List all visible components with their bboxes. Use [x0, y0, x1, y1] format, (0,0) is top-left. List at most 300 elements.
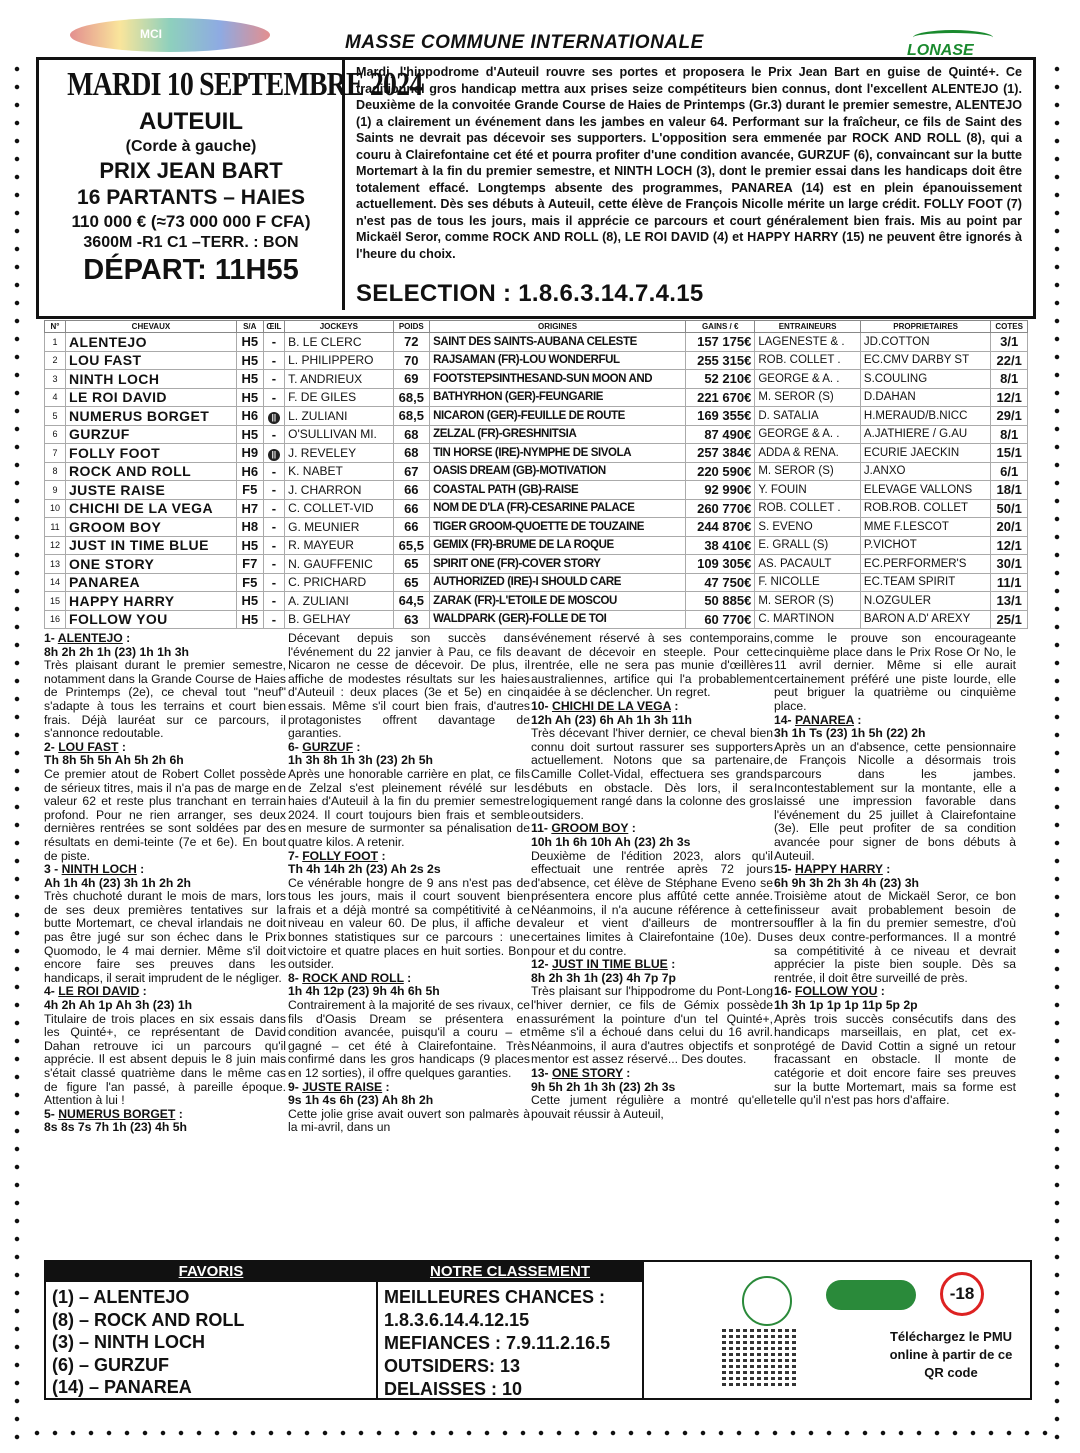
cell-entraineur: GEORGE & A. .	[755, 425, 861, 444]
cell-cheval: LE ROI DAVID	[66, 388, 237, 407]
divider	[642, 1262, 644, 1398]
horse-commentary	[774, 632, 1016, 714]
cell-poids: 69	[393, 370, 430, 389]
musique: 8h 2h 2h 1h (23) 1h 1h 3h	[44, 644, 189, 659]
cell-gains: 220 590€	[686, 462, 755, 481]
classement	[384, 1286, 610, 1401]
cell-n: 15	[45, 592, 66, 611]
musique: 1h 4h 12p (23) 9h 4h 6h 5h	[288, 984, 440, 999]
cell-cheval: GURZUF	[66, 425, 237, 444]
horse-commentary	[774, 714, 1016, 864]
runner-row	[45, 388, 1028, 407]
column-header: PROPRIETAIRES	[860, 321, 990, 333]
cell-sa: F7	[236, 555, 263, 574]
cell-origines: WALDPARK (GER)-FOLLE DE TOI	[430, 610, 686, 629]
cell-poids: 63	[393, 610, 430, 629]
cell-gains: 50 885€	[686, 592, 755, 611]
cell-poids: 66	[393, 499, 430, 518]
commentary-title: 1- ALENTEJO :	[44, 631, 131, 645]
commentary-column-2	[288, 632, 530, 1135]
cell-origines: BATHYRHON (GER)-FEUNGARIE	[430, 388, 686, 407]
runner-row	[45, 518, 1028, 537]
cell-poids: 66	[393, 518, 430, 537]
cell-origines: NICARON (GER)-FEUILLE DE ROUTE	[430, 407, 686, 426]
cell-poids: 65	[393, 555, 430, 574]
cell-origines: GEMIX (FR)-BRUME DE LA ROQUE	[430, 536, 686, 555]
commentary-title: 8- ROCK AND ROLL :	[288, 970, 412, 985]
cell-cheval: HAPPY HARRY	[66, 592, 237, 611]
musique: 8s 8s 7s 7h 1h (23) 4h 5h	[44, 1120, 187, 1135]
commentary-text: Ce premier atout de Robert Collet possède de sérieux titres, mais il n'a pas de marge en valeur 62 et reste plus tranchant en terrain profond. Pour ne rien arranger, ses deux dernières rentrées se sont soldées par des résultats en demi-teinte (7e et 6e). En bout de piste.	[44, 766, 286, 863]
cell-origines: OASIS DREAM (GB)-MOTIVATION	[430, 462, 686, 481]
cell-oeil: -	[263, 481, 285, 500]
horse-commentary	[288, 741, 530, 850]
cell-n: 4	[45, 388, 66, 407]
commentary-title: 14- PANAREA :	[774, 712, 862, 727]
classement-header: NOTRE CLASSEMENT	[378, 1262, 642, 1282]
cell-entraineur: LAGENESTE & .	[755, 333, 861, 352]
cell-entraineur: M. SEROR (S)	[755, 462, 861, 481]
corde: (Corde à gauche)	[125, 138, 257, 155]
cell-origines: NOM DE D'LA (FR)-CESARINE PALACE	[430, 499, 686, 518]
cell-gains: 52 210€	[686, 370, 755, 389]
runner-row	[45, 481, 1028, 500]
cell-cote: 13/1	[991, 592, 1028, 611]
cell-origines: ZARAK (FR)-L'ETOILE DE MOSCOU	[430, 592, 686, 611]
cell-jockey: R. MAYEUR	[285, 536, 393, 555]
cell-cote: 29/1	[991, 407, 1028, 426]
cell-proprietaire: EC.CMV DARBY ST	[860, 351, 990, 370]
musique: 8h 2h 3h 1h (23) 4h 7p 7p	[531, 970, 676, 985]
musique: 3h 1h Ts (23) 1h 5h (22) 2h	[774, 726, 926, 741]
chances-label: MEILLEURES CHANCES :	[384, 1287, 606, 1307]
cell-oeil: -	[263, 388, 285, 407]
cell-sa: H5	[236, 610, 263, 629]
cell-cote: 3/1	[991, 333, 1028, 352]
column-header: GAINS / €	[686, 321, 755, 333]
cell-origines: SAINT DES SAINTS-AUBANA CELESTE	[430, 333, 686, 352]
cell-origines: SPIRIT ONE (FR)-COVER STORY	[430, 555, 686, 574]
cell-entraineur: M. SEROR (S)	[755, 592, 861, 611]
runner-row	[45, 425, 1028, 444]
runner-row	[45, 555, 1028, 574]
cell-oeil: -	[263, 425, 285, 444]
musique: 12h Ah (23) 6h Ah 1h 3h 11h	[531, 712, 692, 727]
cell-cote: 12/1	[991, 388, 1028, 407]
pmu-download-text: Téléchargez le PMU online à partir de ce QR code	[889, 1329, 1013, 1380]
cell-cheval: GROOM BOY	[66, 518, 237, 537]
commentary-title: 11- GROOM BOY :	[531, 821, 636, 836]
commentary-title: 4- LE ROI DAVID :	[44, 984, 147, 999]
cell-cheval: JUSTE RAISE	[66, 481, 237, 500]
cell-proprietaire: P.VICHOT	[860, 536, 990, 555]
cell-origines: TIGER GROOM-QUOETTE DE TOUZAINE	[430, 518, 686, 537]
horse-commentary	[44, 985, 286, 1107]
cell-oeil: -	[263, 333, 285, 352]
delaisses: DELAISSES : 10	[384, 1379, 523, 1399]
cell-oeil: -	[263, 499, 285, 518]
blinkers-icon: ||	[268, 412, 280, 424]
commentary-text: comme le prouve son encourageante cinquième place dans le Prix Rose Or No, le 11 avril dernier. Même si elle aurait certainement préféré une piste lourde, elle peut briguer la quatrième ou cinquième place.	[774, 631, 1016, 713]
horse-commentary	[531, 958, 773, 1067]
cell-jockey: A. ZULIANI	[285, 592, 393, 611]
commentary-text: Après une honorable carrière en plat, ce fils de Zelzal s'est pleinement révélé sur les haies d'Auteuil à la fin du premier semestre 2024. Il court toujours bien frais et semble en mesure de surmonter sa pénalisation de quatre kilos. A retenir.	[288, 766, 530, 849]
cell-oeil: -	[263, 351, 285, 370]
race-info-panel	[40, 60, 423, 310]
commentary-title: 10- CHICHI DE LA VEGA :	[531, 698, 679, 713]
cell-poids: 67	[393, 462, 430, 481]
column-header: N°	[45, 321, 66, 333]
cell-n: 2	[45, 351, 66, 370]
runner-row	[45, 592, 1028, 611]
age-restriction-icon: -18	[932, 1272, 992, 1322]
cell-entraineur: D. SATALIA	[755, 407, 861, 426]
musique: 10h 1h 6h 10h Ah (23) 2h 3s	[531, 834, 691, 849]
right-dot-border	[1054, 60, 1060, 1440]
cell-jockey: L. PHILIPPERO	[285, 351, 393, 370]
cell-entraineur: ROB. COLLET .	[755, 351, 861, 370]
horse-commentary	[288, 1081, 530, 1135]
cell-cote: 30/1	[991, 555, 1028, 574]
cell-proprietaire: BARON A.D' AREXY	[860, 610, 990, 629]
favori-item: (1) – ALENTEJO	[52, 1287, 190, 1307]
bottom-dot-border	[28, 1430, 1052, 1436]
cell-n: 12	[45, 536, 66, 555]
commentary-column-4	[774, 632, 1016, 1108]
musique: Ah 1h 4h (23) 3h 1h 2h 2h	[44, 875, 191, 890]
cell-jockey: K. NABET	[285, 462, 393, 481]
cell-proprietaire: JD.COTTON	[860, 333, 990, 352]
cell-proprietaire: D.DAHAN	[860, 388, 990, 407]
cell-jockey: B. GELHAY	[285, 610, 393, 629]
cell-poids: 65	[393, 573, 430, 592]
left-dot-border	[14, 60, 20, 1440]
cell-cheval: FOLLY FOOT	[66, 444, 237, 463]
favori-item: (14) – PANAREA	[52, 1377, 192, 1397]
responsible-gaming-icon	[826, 1280, 916, 1310]
cell-oeil: -	[263, 610, 285, 629]
musique: 6h 9h 3h 2h 3h 4h (23) 3h	[774, 875, 919, 890]
runner-row	[45, 370, 1028, 389]
favori-item: (8) – ROCK AND ROLL	[52, 1309, 245, 1330]
cell-proprietaire: MME F.LESCOT	[860, 518, 990, 537]
cell-jockey: B. LE CLERC	[285, 333, 393, 352]
cell-poids: 68	[393, 425, 430, 444]
mci-logo: MCI	[70, 18, 270, 52]
cell-sa: H9	[236, 444, 263, 463]
commentary-text: Troisième atout de Mickaël Seror, ce bon finisseur avait probablement besoin de souffler à la fin du premier semestre, d'où ses deux contre-performances. Il a montré sa compétitivité à ce niveau et devrait apprécier la piste bien souple. Dès sa rentrée, il doit être surveillé de près.	[774, 889, 1016, 985]
commentary-title: 6- GURZUF :	[288, 739, 361, 754]
cell-sa: H8	[236, 518, 263, 537]
favori-item: (3) – NINTH LOCH	[52, 1332, 205, 1352]
column-header: ŒIL	[263, 321, 285, 333]
cell-proprietaire: A.JATHIERE / G.AU	[860, 425, 990, 444]
cell-proprietaire: EC.PERFORMER'S	[860, 555, 990, 574]
lonase-seal-icon	[742, 1276, 792, 1326]
prix-name: PRIX JEAN BART	[99, 158, 283, 183]
cell-proprietaire: ROB.ROB. COLLET	[860, 499, 990, 518]
cell-sa: F5	[236, 573, 263, 592]
commentary-text: Très plaisant sur l'hippodrome du Pont-Long l'hiver dernier, ce fils de Gémix possède assurément la pointure d'un tel Quinté+, même s'il a échoué dans celui du 16 avril. Néanmoins, il aura d'autres objectifs et son mentor est assez réservé... Des doutes.	[531, 984, 773, 1067]
commentary-column-1	[44, 632, 286, 1135]
cell-n: 11	[45, 518, 66, 537]
cell-oeil: -	[263, 370, 285, 389]
horse-commentary	[288, 972, 530, 1081]
cell-proprietaire: ECURIE JAECKIN	[860, 444, 990, 463]
musique: 1h 3h 8h 1h 3h (23) 2h 5h	[288, 753, 433, 768]
cell-cheval: LOU FAST	[66, 351, 237, 370]
cell-jockey: C. COLLET-VID	[285, 499, 393, 518]
commentary-title: 7- FOLLY FOOT :	[288, 848, 386, 863]
cell-sa: H5	[236, 351, 263, 370]
cell-sa: H5	[236, 536, 263, 555]
partants: 16 PARTANTS – HAIES	[77, 186, 305, 209]
cell-cote: 25/1	[991, 610, 1028, 629]
runner-row	[45, 573, 1028, 592]
cell-oeil: -	[263, 518, 285, 537]
commentary-text: Très décevant l'hiver dernier, ce cheval bien connu doit surtout rassurer ses supporters actuellement. Notons que sa partenaire, Camille Collet-Vidal, effectuera ses grands débuts en obstacle. Dès lors, il sera logiquement rangé dans la colonne des gros outsiders.	[531, 726, 773, 822]
cell-entraineur: C. MARTINON	[755, 610, 861, 629]
commentary-text: Contrairement à la majorité de ses rivaux, ce fils d'Oasis Dream se présentera en condition avancée, puisqu'il a couru – et gagné – cet été à Clairefontaine. Très confirmé dans les gros handicaps (9 places en 12 sorties), il offre quelques garanties.	[288, 998, 530, 1080]
musique: 1h 3h 1p 1p 1p 11p 5p 2p	[774, 998, 918, 1013]
commentary-text: Cette jument régulière a montré qu'elle pouvait réussir à Auteuil,	[531, 1093, 773, 1121]
cell-oeil: -	[263, 592, 285, 611]
cell-oeil	[263, 407, 285, 426]
column-header: ORIGINES	[430, 321, 686, 333]
cell-oeil: -	[263, 462, 285, 481]
runner-row	[45, 333, 1028, 352]
musique: Th 8h 5h 5h Ah 5h 2h 6h	[44, 753, 184, 768]
cell-jockey: O'SULLIVAN MI.	[285, 425, 393, 444]
cell-n: 7	[45, 444, 66, 463]
runner-row	[45, 407, 1028, 426]
cell-jockey: G. MEUNIER	[285, 518, 393, 537]
cell-gains: 92 990€	[686, 481, 755, 500]
cell-proprietaire: H.MERAUD/B.NICC	[860, 407, 990, 426]
commentary-text: Après trois succès consécutifs dans des handicaps marseillais, en plat, cet ex-protégé de David Cottin a signé un retour fracassant en obstacle. Il monte de catégorie et doit encore faire ses preuves sur la butte Mortemart, mais sa forme est telle qu'il n'est pas hors d'affaire.	[774, 1011, 1016, 1108]
cell-gains: 169 355€	[686, 407, 755, 426]
column-header: COTES	[991, 321, 1028, 333]
cell-entraineur: AS. PACAULT	[755, 555, 861, 574]
runner-row	[45, 444, 1028, 463]
cell-origines: AUTHORIZED (IRE)-I SHOULD CARE	[430, 573, 686, 592]
cell-cote: 6/1	[991, 462, 1028, 481]
allocation: 110 000 € (≈73 000 000 F CFA)	[71, 212, 311, 231]
commentary-text: Titulaire de trois places en six essais dans les Quinté+, ce représentant de David Dahan retrouve ici un parcours qu'il apprécie. Il est absent depuis le 8 juin mais s'était classé quatrième dans le même cas de figure l'an passé, à pareille époque. Attention à lui !	[44, 1011, 286, 1108]
cell-gains: 109 305€	[686, 555, 755, 574]
horse-commentary	[44, 863, 286, 985]
cell-cote: 11/1	[991, 573, 1028, 592]
cell-cheval: PANAREA	[66, 573, 237, 592]
horse-commentary	[531, 632, 773, 700]
runner-row	[45, 462, 1028, 481]
cell-n: 14	[45, 573, 66, 592]
cell-origines: COASTAL PATH (GB)-RAISE	[430, 481, 686, 500]
cell-entraineur: GEORGE & A. .	[755, 370, 861, 389]
cell-proprietaire: ELEVAGE VALLONS	[860, 481, 990, 500]
cell-cheval: NUMERUS BORGET	[66, 407, 237, 426]
depart-time: DÉPART: 11H55	[83, 254, 299, 286]
cell-proprietaire: S.COULING	[860, 370, 990, 389]
cell-cheval: NINTH LOCH	[66, 370, 237, 389]
cell-oeil: -	[263, 573, 285, 592]
blinkers-icon: ||	[268, 449, 280, 461]
favoris-list	[52, 1286, 244, 1399]
cell-jockey: C. PRICHARD	[285, 573, 393, 592]
cell-origines: FOOTSTEPSINTHESAND-SUN MOON AND	[430, 370, 686, 389]
cell-cheval: FOLLOW YOU	[66, 610, 237, 629]
cell-cote: 18/1	[991, 481, 1028, 500]
cell-jockey: F. DE GILES	[285, 388, 393, 407]
cell-n: 9	[45, 481, 66, 500]
musique: Th 4h 14h 2h (23) Ah 2s 2s	[288, 862, 441, 877]
runner-row	[45, 499, 1028, 518]
horse-commentary	[774, 863, 1016, 985]
cell-gains: 244 870€	[686, 518, 755, 537]
column-header: POIDS	[393, 321, 430, 333]
cell-entraineur: ROB. COLLET .	[755, 499, 861, 518]
cell-cote: 22/1	[991, 351, 1028, 370]
cell-proprietaire: EC.TEAM SPIRIT	[860, 573, 990, 592]
cell-n: 1	[45, 333, 66, 352]
outsiders: OUTSIDERS: 13	[384, 1356, 521, 1376]
cell-n: 5	[45, 407, 66, 426]
cell-sa: H5	[236, 388, 263, 407]
cell-gains: 157 175€	[686, 333, 755, 352]
horse-commentary	[531, 822, 773, 958]
mefiances: MEFIANCES : 7.9.11.2.16.5	[384, 1333, 611, 1353]
cell-gains: 260 770€	[686, 499, 755, 518]
cell-poids: 72	[393, 333, 430, 352]
cell-poids: 70	[393, 351, 430, 370]
bottom-panel	[44, 1260, 1032, 1400]
commentary-title: 12- JUST IN TIME BLUE :	[531, 957, 676, 972]
commentaries	[44, 632, 1028, 1257]
cell-jockey: L. ZULIANI	[285, 407, 393, 426]
runner-row	[45, 536, 1028, 555]
commentary-text: Très chuchoté durant le mois de mars, lors de ses deux premières tentatives sur la butte Mortemart, ce cheval irlandais ne doit pas être jugé sur son échec dans le Prix Quomodo, le 4 mai dernier. Même s'il doit encore faire ses preuves dans les handicaps, il serait imprudent de le négliger.	[44, 889, 286, 985]
cell-n: 8	[45, 462, 66, 481]
horse-commentary	[531, 1067, 773, 1121]
cell-jockey: N. GAUFFENIC	[285, 555, 393, 574]
cell-n: 3	[45, 370, 66, 389]
commentary-text: événement réservé à ses contemporains, avant de décevoir en steeple. Pour cette rentrée, elle ne sera pas munie d'œillères australiennes, artifice qui l'a probablement aidée à se déclencher. Un regret.	[531, 631, 773, 700]
horse-commentary	[774, 985, 1016, 1107]
commentary-title: 2- LOU FAST :	[44, 739, 126, 754]
musique: 4h 2h Ah 1p Ah 3h (23) 1h	[44, 998, 193, 1013]
cell-entraineur: E. GRALL (S)	[755, 536, 861, 555]
cell-cote: 8/1	[991, 425, 1028, 444]
cell-gains: 38 410€	[686, 536, 755, 555]
cell-n: 13	[45, 555, 66, 574]
column-header: JOCKEYS	[285, 321, 393, 333]
cell-cote: 8/1	[991, 370, 1028, 389]
commentary-text: Très plaisant durant le premier semestre, notamment dans la Grande Course de Haies de Printemps (2e), ce cheval tout "neuf" s'adapte à tous les terrains et court bien frais. Déjà lauréat sur ce parcours, il s'annonce redoutable.	[44, 658, 286, 741]
cell-entraineur: ADDA & RENA.	[755, 444, 861, 463]
cell-cheval: JUST IN TIME BLUE	[66, 536, 237, 555]
cell-jockey: J. REVELEY	[285, 444, 393, 463]
cell-cote: 12/1	[991, 536, 1028, 555]
lonase-logo: LONASE	[905, 28, 1005, 62]
qr-code-overlay	[722, 1328, 798, 1386]
commentary-title: 9- JUSTE RAISE :	[288, 1079, 390, 1094]
cell-sa: H5	[236, 333, 263, 352]
commentary-text: Décevant depuis son succès dans l'événement du 22 janvier à Pau, ce fils de Nicaron ne cesse de décevoir. De plus, il affiche de modestes résultats sur les haies d'Auteuil : deux places (3e et 5e) en cinq essais. Même s'il court bien frais, d'autres protagonistes offrent davantage de garanties.	[288, 631, 530, 741]
cell-origines: RAJSAMAN (FR)-LOU WONDERFUL	[430, 351, 686, 370]
commentary-title: 16- FOLLOW YOU :	[774, 984, 885, 999]
runner-row	[45, 610, 1028, 629]
cell-poids: 66	[393, 481, 430, 500]
cell-sa: H7	[236, 499, 263, 518]
cell-n: 16	[45, 610, 66, 629]
selection: SELECTION : 1.8.6.3.14.7.4.15	[356, 280, 704, 307]
page-title: MASSE COMMUNE INTERNATIONALE	[345, 32, 704, 53]
horse-commentary	[288, 632, 530, 741]
cell-jockey: T. ANDRIEUX	[285, 370, 393, 389]
horse-commentary	[44, 632, 286, 741]
runners-table	[44, 320, 1028, 629]
cell-entraineur: Y. FOUIN	[755, 481, 861, 500]
cell-jockey: J. CHARRON	[285, 481, 393, 500]
cell-poids: 68,5	[393, 388, 430, 407]
commentary-title: 3 - NINTH LOCH :	[44, 862, 145, 877]
commentary-text: Ce vénérable hongre de 9 ans n'est pas de tous les jours, mais il court souvent bien frais et a déjà montré sa compétitivité à ce niveau en valeur 60. De plus, il affiche de bonnes statistiques sur ce parcours : une victoire et quatre places en huit sorties. Bon outsider.	[288, 875, 530, 972]
cell-cote: 50/1	[991, 499, 1028, 518]
runner-row	[45, 351, 1028, 370]
cell-sa: H5	[236, 370, 263, 389]
cell-entraineur: M. SEROR (S)	[755, 388, 861, 407]
cell-entraineur: S. EVENO	[755, 518, 861, 537]
cell-sa: H6	[236, 462, 263, 481]
horse-commentary	[44, 741, 286, 863]
cell-cheval: ALENTEJO	[66, 333, 237, 352]
race-date: MARDI 10 SEPTEMBRE 2024	[67, 66, 423, 103]
cell-poids: 68	[393, 444, 430, 463]
cell-n: 6	[45, 425, 66, 444]
musique: 9s 1h 4s 6h (23) Ah 8h 2h	[288, 1093, 434, 1108]
column-header: S/A	[236, 321, 263, 333]
column-header: ENTRAINEURS	[755, 321, 861, 333]
cell-sa: H6	[236, 407, 263, 426]
commentary-column-3	[531, 632, 773, 1121]
cell-gains: 255 315€	[686, 351, 755, 370]
musique: 9h 5h 2h 1h 3h (23) 2h 3s	[531, 1079, 676, 1094]
cell-oeil: -	[263, 555, 285, 574]
favori-item: (6) – GURZUF	[52, 1354, 169, 1375]
cell-oeil	[263, 444, 285, 463]
commentary-title: 5- NUMERUS BORGET :	[44, 1106, 183, 1121]
cell-cheval: ONE STORY	[66, 555, 237, 574]
cell-sa: H5	[236, 592, 263, 611]
cell-oeil: -	[263, 536, 285, 555]
commentary-text: Après un an d'absence, cette pensionnaire de François Nicolle a désormais trois parcours dans les jambes. Incontestablement sur la montante, elle a laissé une impression favorable dans l'événement du 25 juillet à Clairefontaine (3e). Elle peut profiter de sa condition avancée pour signer de bons débuts à Auteuil.	[774, 739, 1016, 863]
cell-cote: 20/1	[991, 518, 1028, 537]
cell-sa: H5	[236, 425, 263, 444]
cell-cote: 15/1	[991, 444, 1028, 463]
cell-gains: 47 750€	[686, 573, 755, 592]
horse-commentary	[531, 700, 773, 822]
column-header: CHEVAUX	[66, 321, 237, 333]
cell-poids: 64,5	[393, 592, 430, 611]
cell-cheval: ROCK AND ROLL	[66, 462, 237, 481]
hippodrome: AUTEUIL	[139, 108, 243, 135]
commentary-title: 15- HAPPY HARRY :	[774, 862, 891, 877]
horse-commentary	[288, 850, 530, 972]
intro-text: Mardi, l'hippodrome d'Auteuil rouvre ses portes et proposera le Prix Jean Bart en guise de Quinté+. Ce traditionnel gros handicap mettra aux prises seize compétiteurs bien connus, dont l'excellent ALENTEJO (1). Deuxième de la convoitée Grande Course de Haies de Printemps (Gr.3) durant le premier semestre, ALENTEJO (1) a clairement un événement dans les jambes en valeur 64. Performant sur la fraîcheur, ce fils de Saint des Saints ne devrait pas décevoir ses supporters. L'opposition sera emmenée par ROCK AND ROLL (8), qui a couru à Clairefontaine cet été et pourra profiter d'une condition avancée, GURZUF (6), convaincant sur la butte Mortemart à la fin du premier semestre, et NINTH LOCH (3), dont le premier essai dans les handicaps doit être totalement effacé. Longtemps absente des programmes, PANAREA (14) est en plein épanouissement actuellement. Dès ses débuts à Auteuil, cette élève de François Nicolle mérite un large crédit. FOLLY FOOT (7) n'est pas de tous les jours, mais il apprécie ce parcours et court généralement bien frais. Mis au point par Mickaël Seror, comme ROCK AND ROLL (8), LE ROI DAVID (4) et HAPPY HARRY (15) ne peuvent être ignorés à l'heure du choix.	[356, 65, 1022, 261]
cell-gains: 60 770€	[686, 610, 755, 629]
commentary-title: 13- ONE STORY :	[531, 1066, 631, 1080]
cell-origines: TIN HORSE (IRE)-NYMPHE DE SIVOLA	[430, 444, 686, 463]
